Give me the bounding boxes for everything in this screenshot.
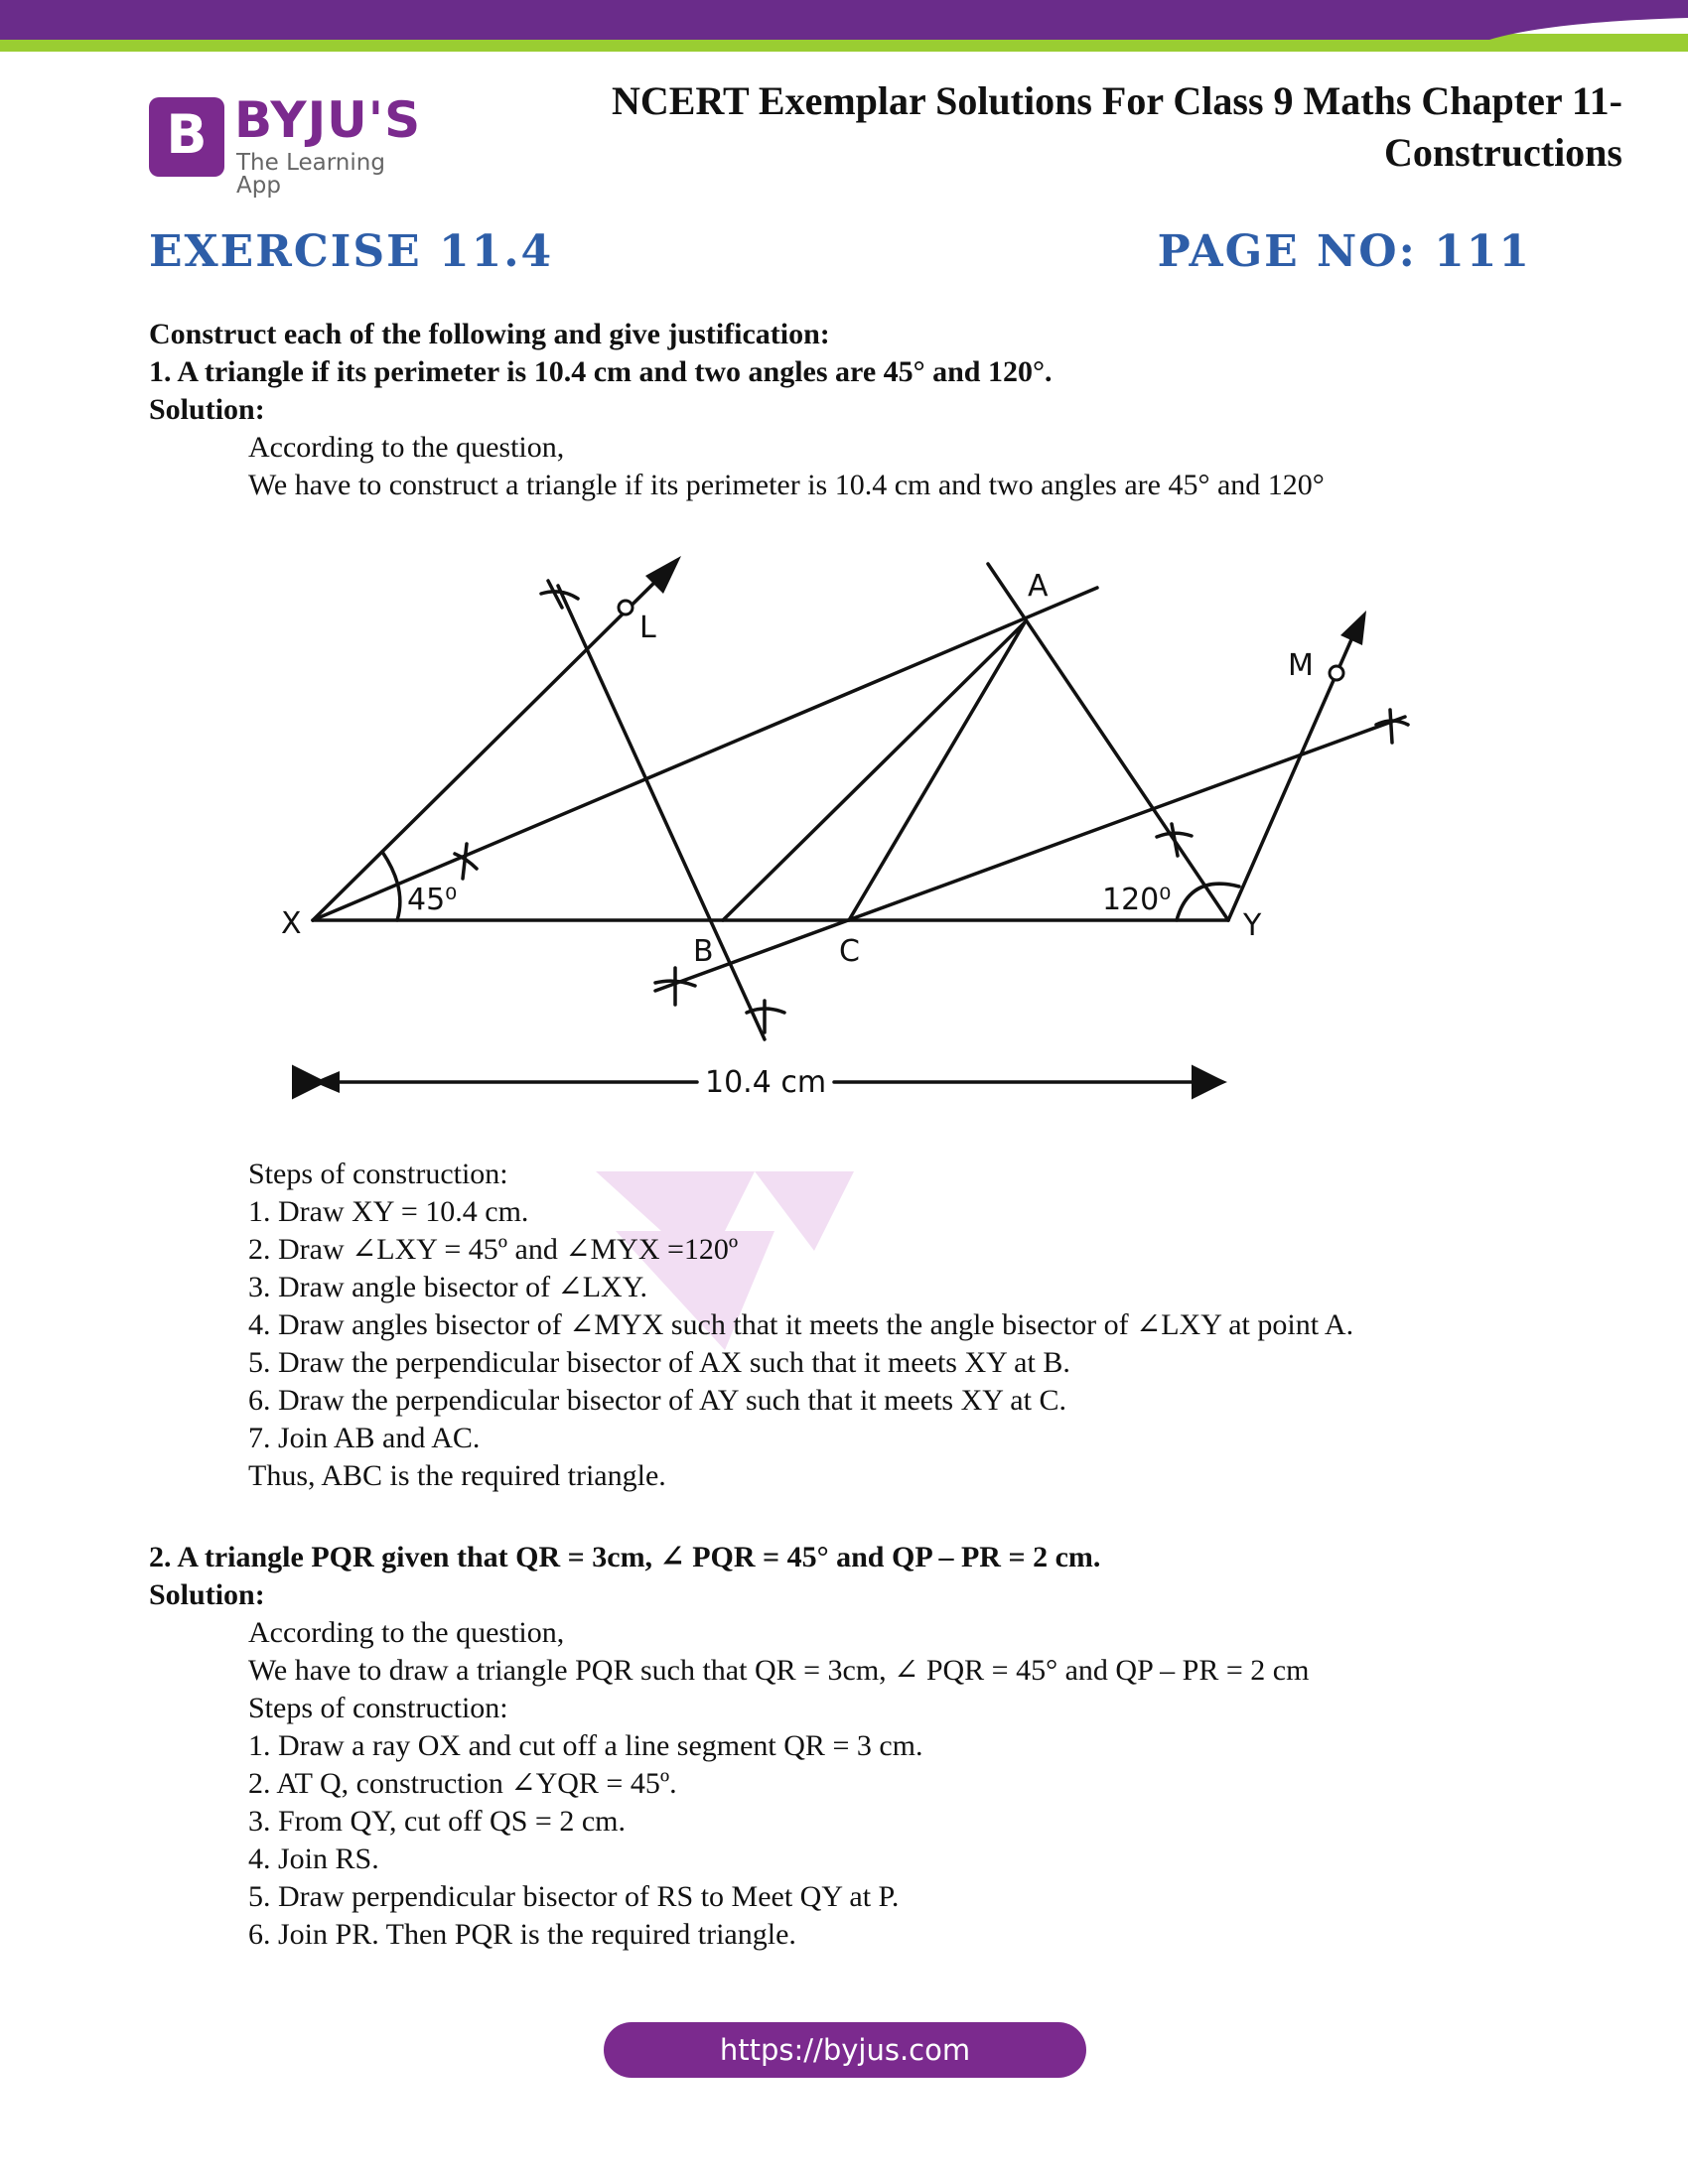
- byjus-logo: [149, 91, 437, 199]
- label-b: B: [693, 934, 714, 969]
- q2-step: 4. Join RS.: [248, 1843, 379, 1875]
- point-l-marker: [619, 601, 633, 614]
- document-title: [481, 75, 1622, 179]
- label-c: C: [839, 934, 860, 969]
- q2-line: We have to draw a triangle PQR such that QR = 3cm, ∠ PQR = 45° and QP – PR = 2 cm: [248, 1654, 1310, 1687]
- arc-mark: [1390, 710, 1392, 743]
- bisector-y: [988, 564, 1228, 920]
- label-angle-45: 45⁰: [407, 883, 458, 917]
- q2-step: 1. Draw a ray OX and cut off a line segment QR = 3 cm.: [248, 1729, 923, 1762]
- q1-step: 2. Draw ∠LXY = 45º and ∠MYX =120º: [248, 1233, 739, 1266]
- arc-mark: [463, 844, 467, 879]
- q2-steps-label: Steps of construction:: [248, 1692, 508, 1724]
- q1-solution-label: Solution:: [149, 393, 265, 426]
- page-number: PAGE NO: 111: [1157, 226, 1531, 277]
- label-x: X: [281, 906, 302, 941]
- perp-bisector-ax: [558, 586, 765, 1039]
- dimension-arrow-left: [314, 1071, 340, 1093]
- q1-step: 1. Draw XY = 10.4 cm.: [248, 1195, 529, 1228]
- perp-bisector-ay: [655, 717, 1405, 991]
- exercise-heading: EXERCISE 11.4: [149, 226, 554, 277]
- bisector-x: [313, 588, 1097, 920]
- q2-question: 2. A triangle PQR given that QR = 3cm, ∠ PQR = 45° and QP – PR = 2 cm.: [149, 1541, 1101, 1573]
- q1-step: 4. Draw angles bisector of ∠MYX such that it meets the angle bisector of ∠LXY at point A.: [248, 1308, 1354, 1341]
- q1-step: 5. Draw the perpendicular bisector of AX such that it meets XY at B.: [248, 1346, 1070, 1379]
- q2-solution-label: Solution:: [149, 1578, 265, 1611]
- label-m: M: [1288, 648, 1314, 683]
- logo-mark: [149, 97, 224, 177]
- q2-step: 3. From QY, cut off QS = 2 cm.: [248, 1805, 626, 1838]
- q1-conclusion: Thus, ABC is the required triangle.: [248, 1459, 666, 1492]
- q2-step: 2. AT Q, construction ∠YQR = 45º.: [248, 1767, 677, 1800]
- arc-mark: [541, 592, 578, 599]
- label-length: 10.4 cm: [705, 1065, 827, 1100]
- arc-mark: [548, 581, 562, 608]
- construction-figure: [268, 536, 1430, 1112]
- label-a: A: [1028, 569, 1049, 604]
- logo-tagline: The Learning App: [236, 150, 385, 199]
- label-angle-120: 120⁰: [1102, 883, 1172, 917]
- q1-step: 6. Draw the perpendicular bisector of AY such that it meets XY at C.: [248, 1384, 1066, 1417]
- q1-steps-label: Steps of construction:: [248, 1158, 508, 1190]
- label-l: L: [639, 611, 656, 645]
- q1-line: We have to construct a triangle if its perimeter is 10.4 cm and two angles are 45° and 120°: [248, 469, 1325, 501]
- instructions: Construct each of the following and give justification:: [149, 318, 830, 350]
- title-line-2: Constructions: [1383, 130, 1622, 175]
- label-y: Y: [1243, 908, 1262, 943]
- q2-line: According to the question,: [248, 1616, 565, 1649]
- ray-xl: [313, 574, 663, 920]
- ray-ym-arrowhead: [1340, 611, 1366, 645]
- q2-step: 5. Draw perpendicular bisector of RS to Meet QY at P.: [248, 1880, 900, 1913]
- top-banner: [0, 0, 1688, 60]
- point-m-marker: [1330, 666, 1343, 680]
- logo-letter: B: [166, 103, 208, 166]
- q2-step: 6. Join PR. Then PQR is the required triangle.: [248, 1918, 796, 1951]
- q1-line: According to the question,: [248, 431, 565, 464]
- logo-name: BYJU'S: [234, 91, 422, 149]
- dimension-arrow-right: [1201, 1071, 1227, 1093]
- q1-step: 3. Draw angle bisector of ∠LXY.: [248, 1271, 647, 1303]
- q1-step: 7. Join AB and AC.: [248, 1422, 481, 1454]
- footer-url-link[interactable]: https://byjus.com: [604, 2022, 1086, 2078]
- q1-question: 1. A triangle if its perimeter is 10.4 cm and two angles are 45° and 120°.: [149, 355, 1053, 388]
- title-line-1: NCERT Exemplar Solutions For Class 9 Maths Chapter 11-: [612, 78, 1622, 123]
